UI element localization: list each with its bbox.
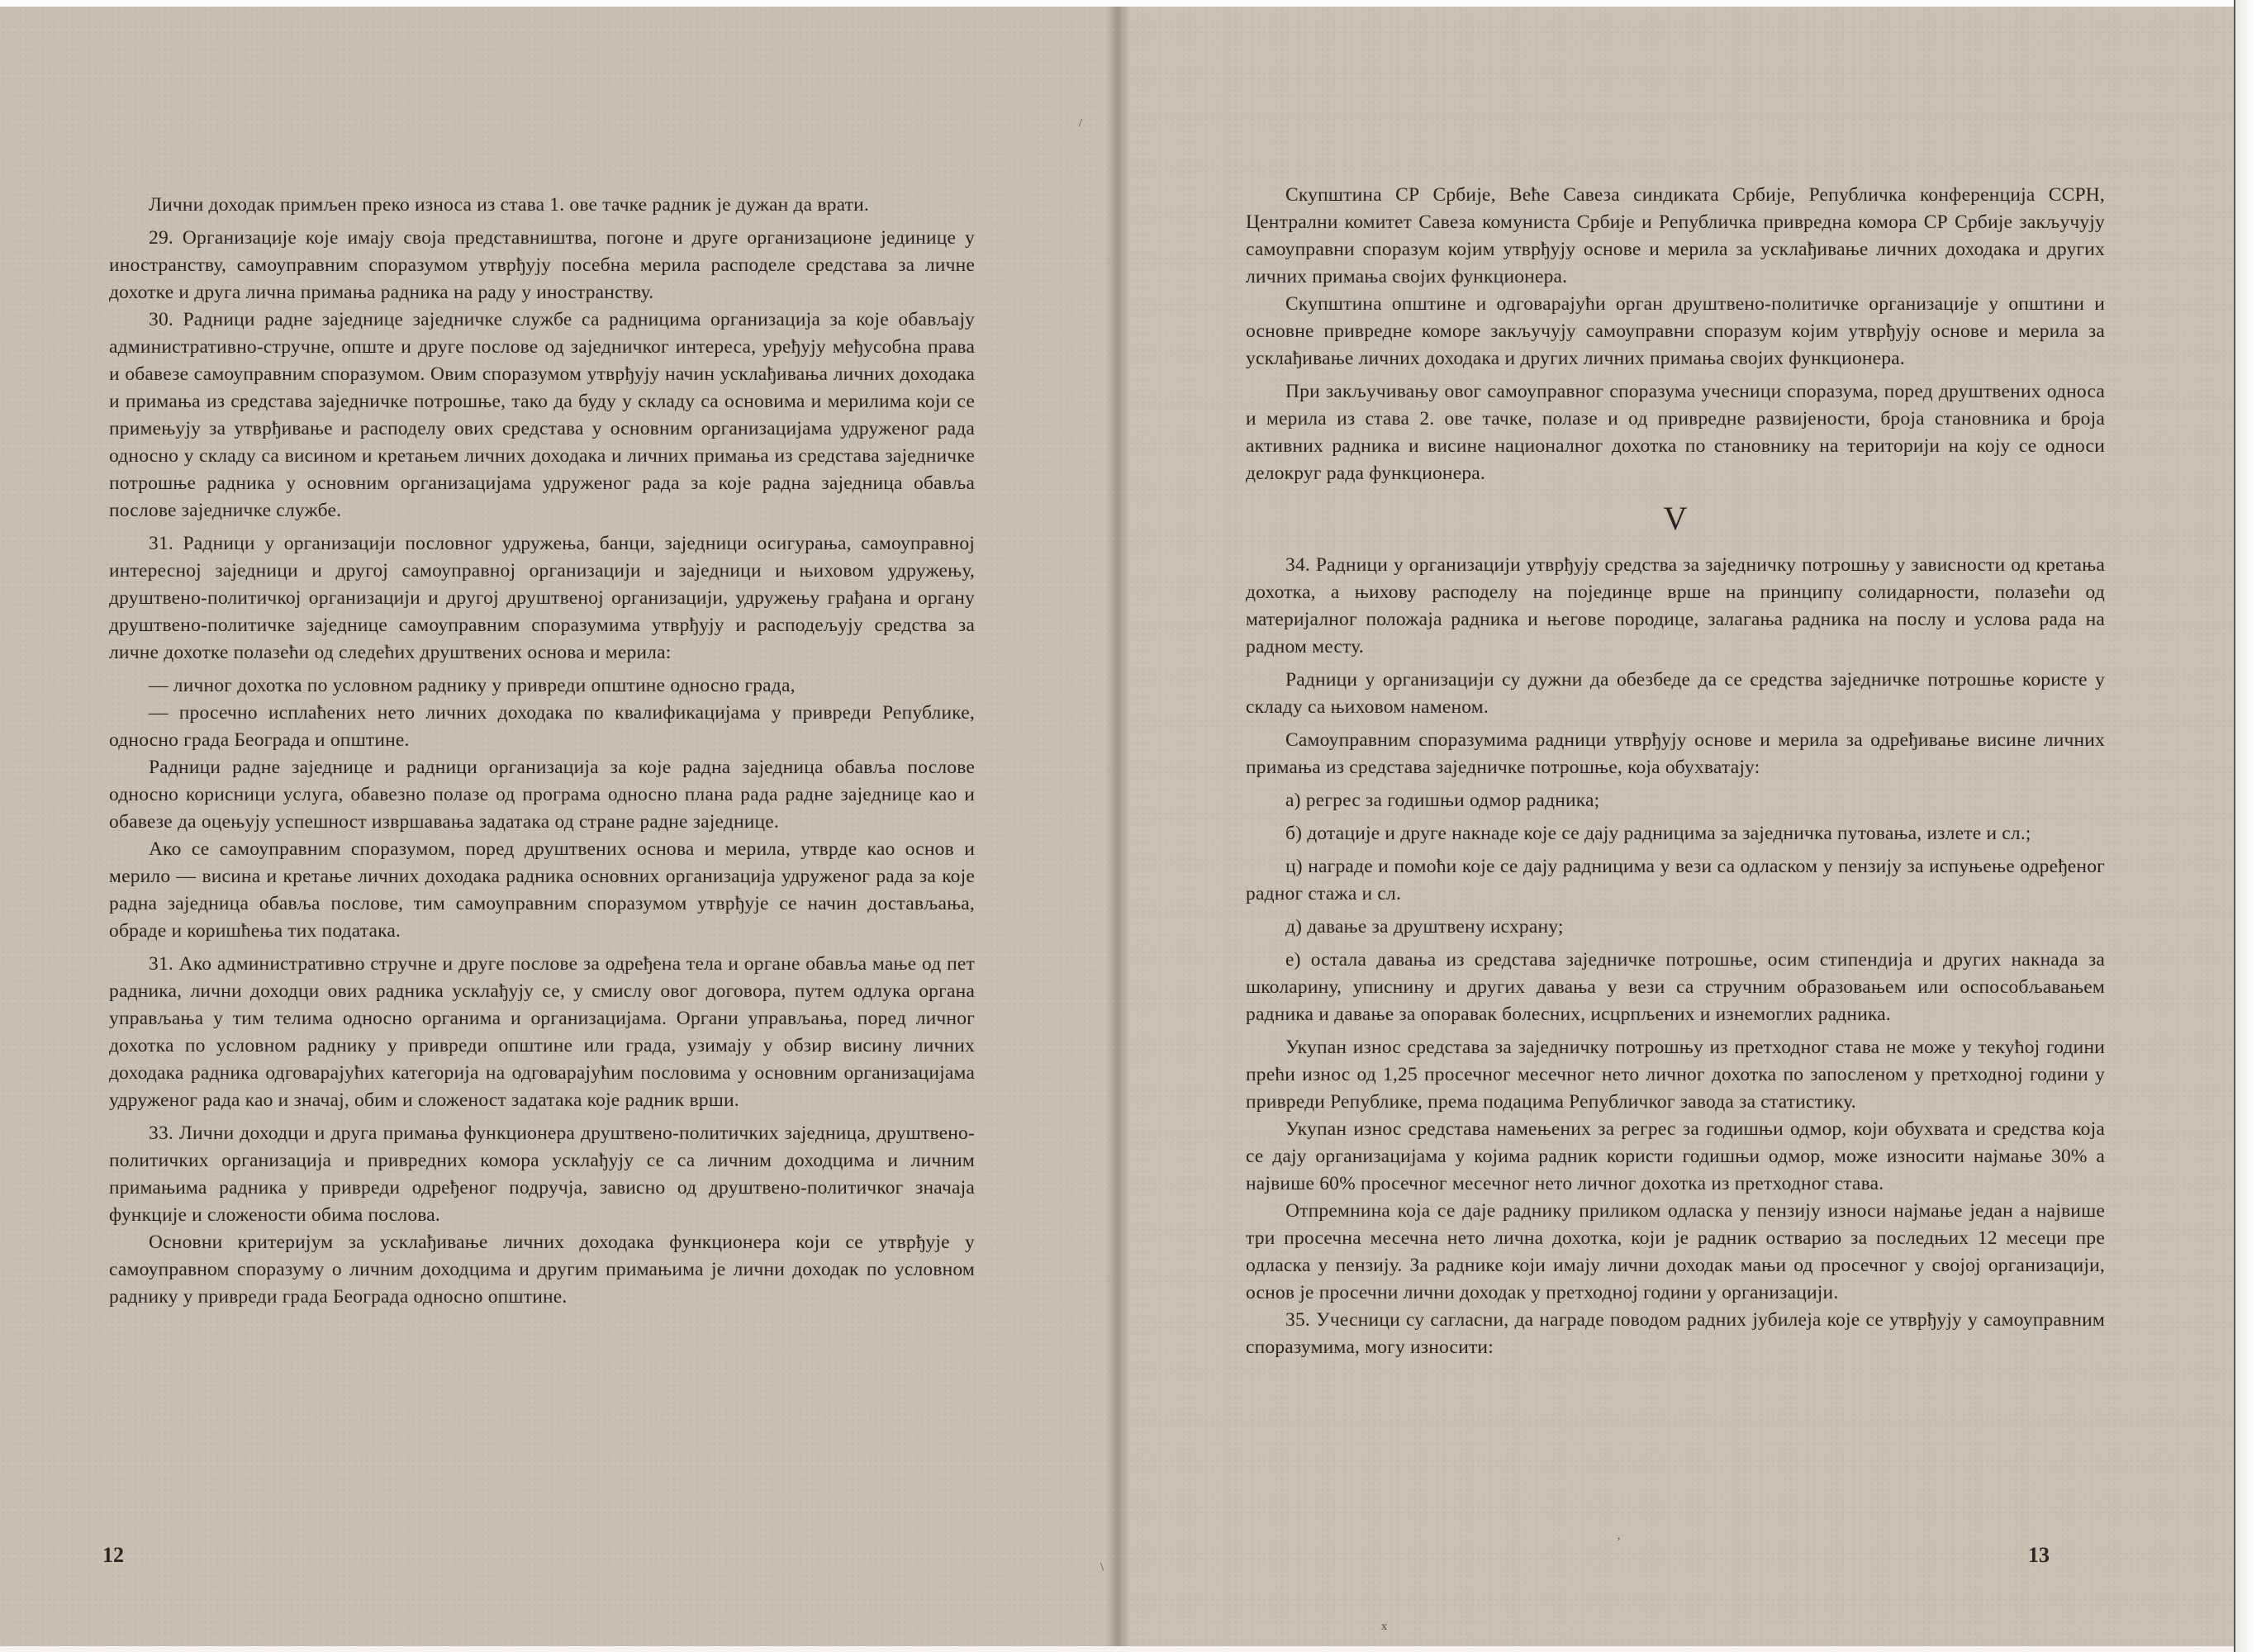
- page-number-left: 12: [102, 1543, 124, 1567]
- scan-bottom-edge: [0, 1646, 2234, 1652]
- paper-speck: \: [1100, 1561, 1104, 1574]
- left-page-text: [109, 192, 975, 1311]
- list-item: — личног дохотка по условном раднику у привреди општине односно града,: [149, 675, 796, 696]
- paper-speck: x: [1381, 1621, 1387, 1633]
- list-item: — просечно исплаћених нето личних доходака по квалификацијама у привреди Републике, односно града Београда и општине.: [109, 702, 975, 751]
- paragraph: Лични доходак примљен преко износа из става 1. ове тачке радник је дужан да врати.: [149, 194, 869, 216]
- paragraph: Ако се самоуправним споразумом, поред друштвених основа и мерила, утврде као основ и мерило — висина и кретање личних доходака радника основних организација удруженог рада за које радна заједница обавља послове, тим самоуправним споразумом утврђује се начин достављања, обраде и коришћења тих података.: [109, 838, 975, 942]
- paper-speck: /: [1079, 117, 1082, 130]
- list-item: д) давање за друштвену исхрану;: [1285, 916, 1564, 938]
- section-heading: V: [1663, 500, 1688, 537]
- paragraph: Отпремнина која се даје раднику приликом одласка у пензију износи најмање један а највише три просечна месечна нето лична дохотка, који је радник остварио за последњих 12 месеци пре одласка у пензију. За раднике који имају лични доходак мањи од просечног у својој организацији, основ је просечни лични доходак у претходној години у организацији.: [1246, 1200, 2105, 1303]
- paragraph: Укупан износ средстава намењених за регрес за годишњи одмор, који обухвата и средства која се дају организацијама у којима радник користи годишњи одмор, може износити најмање 30% а највише 60% просечног месечног нето личног дохотка из претходног става.: [1246, 1118, 2105, 1194]
- list-item: е) остала давања из средстава заједничке потрошње, осим стипендија и других накнада за школарину, уписнину и других давања у вези са стручним образовањем или оспособљавањем радника и давање за опоравак болесних, исцрпљених и изнемоглих радника.: [1246, 949, 2105, 1025]
- page-number-right: 13: [2028, 1543, 2050, 1567]
- paragraph-31b: 31. Ако административно стручне и друге послове за одређена тела и органе обавља мање од пет радника, лични доходци ових радника усклађују се, у смислу овог договора, путем одлука органа управљања у тим телима односно органима и организацијама. Органи управљања, поред личног дохотка по условном раднику у привреди општине или града, узимају у обзир висину личних доходака радника одговарајућих категорија на одговарајућим пословима у основним организацијама удруженог рада као и значај, обим и сложеност задатака које радник врши.: [109, 953, 975, 1111]
- paragraph-33: 33. Лични доходци и друга примања функционера друштвено-политичких заједница, друштвено-политичких организација и привредних комора усклађују се са личним доходцима и личним примањима радника у привреди одређеног подручја, зависно од друштвено-политичког значаја функције и сложености обима послова.: [109, 1123, 975, 1226]
- paragraph-31: 31. Радници у организацији пословног удружења, банци, заједници осигурања, самоуправној интересној заједници и другој самоуправној организацији и заједници и њиховом удружењу, друштвено-политичкој организацији и другој друштвеној организацији, удружењу грађана и органу друштвено-политичке заједнице самоуправним споразумима утврђују и расподељују средства за личне дохотке полазећи од следећих друштвених основа и мерила:: [109, 533, 975, 663]
- paragraph-35: 35. Учесници су сагласни, да награде поводом радних јубилеја које се утврђују у самоуправним споразумима, могу износити:: [1246, 1309, 2105, 1358]
- right-page-text: [1246, 182, 2105, 1361]
- paragraph: Основни критеријум за усклађивање личних доходака функционера који се утврђује у самоуправном споразуму о личним доходцима и другим примањима је лични доходак по условном раднику у привреди града Београда односно општине.: [109, 1232, 975, 1308]
- book-gutter: [1105, 7, 1130, 1646]
- paragraph: Радници у организацији су дужни да обезбеде да се средства заједничке потрошње користе у складу са њиховом наменом.: [1246, 669, 2105, 718]
- list-item: ц) награде и помоћи које се дају радницима у вези са одласком у пензију за испуњење одређеног радног стажа и сл.: [1246, 856, 2105, 904]
- scan-edge: [2234, 0, 2266, 1652]
- paragraph-30: 30. Радници радне заједнице заједничке службе са радницима организација за које обављају административно-стручне, опште и друге послове од заједничког интереса, уређују међусобна права и обавезе самоуправним споразумом. Овим споразумом утврђују начин усклађивања личних доходака и примања из средстава заједничке потрошње, тако да буду у складу са основима и мерилима који се примењују за утврђивање и расподелу ових средстава у основним организацијама удруженог рада односно у складу са висином и кретањем личних доходака и личних примања из средстава заједничке потрошње радника у основним организацијама удруженог рада за које радна заједница обавља послове заједничке службе.: [109, 309, 975, 521]
- paper-speck: ,: [1618, 1530, 1621, 1542]
- paragraph: Скупштина општине и одговарајући орган друштвено-политичке организације у општини и основне привредне коморе закључују самоуправни споразум којим утврђују основе и мерила за усклађивање личних доходака и других личних примања својих функционера.: [1246, 293, 2105, 369]
- paragraph: Укупан износ средстава за заједничку потрошњу из претходног става не може у текућој години прећи износ од 1,25 просечног месечног нето личног дохотка по запосленом у претходној години у привреди Републике, према подацима Републичког завода за статистику.: [1246, 1037, 2105, 1113]
- paragraph-34: 34. Радници у организацији утврђују средства за заједничку потрошњу у зависности од кретања дохотка, а њихову расподелу на појединце врше на принципу солидарности, полазећи од материјалног положаја радника и његове породице, залагања радника на послу и услова рада на радном месту.: [1246, 554, 2105, 657]
- paragraph: Радници радне заједнице и радници организација за које радна заједница обавља послове односно корисници услуга, обавезно полазе од програма односно плана рада радне заједнице као и обавезе да оцењују успешност извршавања задатака од стране радне заједнице.: [109, 757, 975, 833]
- list-item: а) регрес за годишњи одмор радника;: [1285, 790, 1600, 811]
- paragraph: Скупштина СР Србије, Веће Савеза синдиката Србије, Републичка конференција ССРН, Централни комитет Савеза комуниста Србије и Републичка привредна комора СР Србије закључују самоуправни споразум којим утврђују основе и мерила за усклађивање личних доходака и других личних примања својих функционера.: [1246, 184, 2105, 287]
- paragraph: При закључивању овог самоуправног споразума учесници споразума, поред друштвених односа и мерила из става 2. ове тачке, полазе и од привредне развијености, броја становника и броја активних радника и висине националног дохотка по становнику на територији на коју се односи делокруг рада функционера.: [1246, 381, 2105, 484]
- list-item: б) дотације и друге накнаде које се дају радницима за заједничка путовања, излете и сл.;: [1285, 823, 2031, 844]
- paragraph: Самоуправним споразумима радници утврђују основе и мерила за одређивање висине личних примања из средстава заједничке потрошње, која обухватају:: [1246, 729, 2105, 778]
- paragraph-29: 29. Организације које имају своја представништва, погоне и друге организационе јединице у иностранству, самоуправним споразумом утврђују посебна мерила расподеле средстава за личне дохотке и друга лична примања радника на раду у иностранству.: [109, 227, 975, 303]
